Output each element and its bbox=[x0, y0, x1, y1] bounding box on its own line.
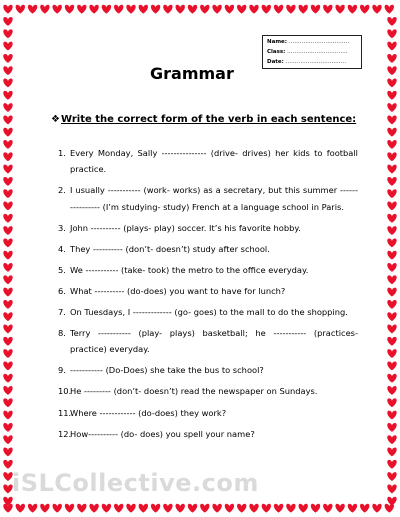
heart-icon bbox=[77, 5, 86, 14]
heart-icon bbox=[387, 251, 396, 260]
exercise-text: Where ------------ (do-does) they work? bbox=[70, 407, 227, 418]
heart-icon bbox=[16, 5, 25, 14]
heart-icon bbox=[3, 128, 12, 137]
watermark: iSLCollective.com bbox=[12, 469, 259, 497]
heart-icon bbox=[3, 251, 12, 260]
heart-icon bbox=[360, 504, 369, 513]
exercise-item bbox=[58, 283, 358, 299]
date-field[interactable]: …………………………… bbox=[285, 59, 347, 65]
heart-icon bbox=[387, 128, 396, 137]
heart-icon bbox=[387, 103, 396, 112]
heart-icon bbox=[3, 103, 12, 112]
heart-icon bbox=[3, 42, 12, 51]
heart-icon bbox=[3, 361, 12, 370]
heart-icon bbox=[335, 504, 344, 513]
heart-icon bbox=[387, 325, 396, 334]
heart-icon bbox=[114, 504, 123, 513]
heart-icon bbox=[387, 386, 396, 395]
heart-icon bbox=[387, 275, 396, 284]
heart-icon bbox=[3, 288, 12, 297]
heart-icon bbox=[139, 504, 148, 513]
heart-icon bbox=[323, 504, 332, 513]
heart-icon bbox=[53, 5, 62, 14]
exercise-text: ----------- (Do-Does) she take the bus to school? bbox=[70, 365, 264, 376]
heart-icon bbox=[3, 17, 12, 26]
bullet-icon: ❖ bbox=[51, 114, 60, 125]
exercise-item bbox=[58, 304, 358, 320]
exercise-text: We ----------- (take- took) the metro to the office everyday. bbox=[70, 264, 309, 275]
exercise-text: Terry ----------- (play- plays) basketball; he ----------- (practices- practice) everyday. bbox=[70, 328, 358, 355]
heart-icon bbox=[3, 374, 12, 383]
heart-icon bbox=[139, 5, 148, 14]
heart-icon bbox=[387, 398, 396, 407]
heart-icon bbox=[151, 5, 160, 14]
name-field[interactable]: …………………………… bbox=[288, 39, 350, 45]
heart-icon bbox=[3, 214, 12, 223]
heart-icon bbox=[372, 5, 381, 14]
heart-icon bbox=[3, 226, 12, 235]
exercise-number: 7. bbox=[58, 306, 66, 317]
heart-icon bbox=[163, 504, 172, 513]
exercise-number: 5. bbox=[58, 264, 66, 275]
heart-icon bbox=[387, 497, 396, 506]
class-row[interactable] bbox=[267, 47, 357, 57]
heart-icon bbox=[348, 5, 357, 14]
heart-icon bbox=[3, 423, 12, 432]
heart-icon bbox=[249, 5, 258, 14]
heart-icon bbox=[323, 5, 332, 14]
heart-icon bbox=[3, 275, 12, 284]
heart-icon bbox=[212, 504, 221, 513]
heart-icon bbox=[3, 140, 12, 149]
heart-icon bbox=[286, 5, 295, 14]
exercise-number: 12. bbox=[58, 428, 72, 439]
heart-icon bbox=[262, 5, 271, 14]
heart-icon bbox=[387, 349, 396, 358]
heart-icon bbox=[237, 504, 246, 513]
exercise-number: 10. bbox=[58, 386, 72, 397]
page-title: Grammar bbox=[150, 64, 234, 83]
heart-icon bbox=[385, 5, 394, 14]
heart-icon bbox=[188, 5, 197, 14]
heart-icon bbox=[3, 398, 12, 407]
class-field[interactable]: …………………………… bbox=[287, 49, 348, 55]
heart-icon bbox=[3, 165, 12, 174]
exercise-item bbox=[58, 426, 358, 442]
exercise-number: 3. bbox=[58, 222, 66, 233]
heart-icon bbox=[3, 448, 12, 457]
heart-icon bbox=[3, 189, 12, 198]
heart-icon bbox=[387, 177, 396, 186]
exercise-text: Every Monday, Sally --------------- (drive- drives) her kids to football practice. bbox=[70, 148, 358, 175]
heart-icon bbox=[274, 504, 283, 513]
heart-icon bbox=[311, 5, 320, 14]
exercise-item bbox=[58, 262, 358, 278]
heart-icon bbox=[387, 226, 396, 235]
date-label: Date: bbox=[267, 59, 284, 65]
heart-icon bbox=[28, 5, 37, 14]
exercise-item bbox=[58, 362, 358, 378]
heart-icon bbox=[77, 504, 86, 513]
heart-icon bbox=[65, 5, 74, 14]
heart-icon bbox=[387, 79, 396, 88]
heart-icon bbox=[126, 504, 135, 513]
heart-icon bbox=[387, 54, 396, 63]
heart-icon bbox=[3, 202, 12, 211]
heart-icon bbox=[3, 238, 12, 247]
heart-icon bbox=[3, 337, 12, 346]
heart-icon bbox=[151, 504, 160, 513]
heart-icon bbox=[372, 504, 381, 513]
heart-icon bbox=[387, 288, 396, 297]
exercise-text: John ---------- (plays- play) soccer. It’s his favorite hobby. bbox=[70, 222, 301, 233]
heart-icon bbox=[89, 5, 98, 14]
heart-icon bbox=[387, 165, 396, 174]
heart-icon bbox=[335, 5, 344, 14]
class-label: Class: bbox=[267, 49, 286, 55]
name-label: Name: bbox=[267, 39, 287, 45]
heart-icon bbox=[387, 374, 396, 383]
exercise-item bbox=[58, 241, 358, 257]
heart-icon bbox=[387, 435, 396, 444]
heart-icon bbox=[3, 91, 12, 100]
heart-icon bbox=[387, 484, 396, 493]
heart-icon bbox=[3, 312, 12, 321]
heart-icon bbox=[225, 504, 234, 513]
exercise-list bbox=[58, 145, 358, 447]
heart-icon bbox=[387, 423, 396, 432]
heart-icon bbox=[387, 472, 396, 481]
exercise-number: 11. bbox=[58, 407, 72, 418]
heart-icon bbox=[3, 54, 12, 63]
heart-icon bbox=[311, 504, 320, 513]
heart-icon bbox=[16, 504, 25, 513]
exercise-item bbox=[58, 145, 358, 177]
student-info-box bbox=[262, 35, 362, 69]
heart-icon bbox=[387, 214, 396, 223]
exercise-text: I usually ----------- (work- works) as a secretary, but this summer ---------------- (I’m studying- study) French at a language school in Paris. bbox=[70, 185, 358, 212]
heart-icon bbox=[387, 312, 396, 321]
exercise-number: 1. bbox=[58, 148, 66, 158]
heart-icon bbox=[348, 504, 357, 513]
heart-icon bbox=[3, 386, 12, 395]
heart-icon bbox=[262, 504, 271, 513]
heart-icon bbox=[249, 504, 258, 513]
heart-icon bbox=[3, 300, 12, 309]
heart-icon bbox=[387, 91, 396, 100]
heart-icon bbox=[114, 5, 123, 14]
heart-icon bbox=[3, 66, 12, 75]
heart-icon bbox=[3, 79, 12, 88]
exercise-number: 9. bbox=[58, 365, 66, 376]
heart-icon bbox=[299, 5, 308, 14]
heart-icon bbox=[387, 42, 396, 51]
heart-icon bbox=[237, 5, 246, 14]
exercise-item bbox=[58, 182, 358, 214]
heart-icon bbox=[3, 325, 12, 334]
heart-icon bbox=[40, 504, 49, 513]
heart-icon bbox=[387, 263, 396, 272]
heart-icon bbox=[3, 152, 12, 161]
heart-icon bbox=[65, 504, 74, 513]
heart-icon bbox=[387, 448, 396, 457]
heart-icon bbox=[3, 435, 12, 444]
heart-icon bbox=[299, 504, 308, 513]
exercise-item bbox=[58, 383, 358, 399]
heart-icon bbox=[3, 460, 12, 469]
heart-icon bbox=[126, 5, 135, 14]
exercise-text: How---------- (do- does) you spell your name? bbox=[70, 428, 255, 439]
heart-icon bbox=[3, 349, 12, 358]
heart-icon bbox=[28, 504, 37, 513]
exercise-text: On Tuesdays, I ------------- (go- goes) to the mall to do the shopping. bbox=[70, 306, 348, 317]
heart-icon bbox=[53, 504, 62, 513]
heart-icon bbox=[40, 5, 49, 14]
heart-icon bbox=[163, 5, 172, 14]
heart-icon bbox=[387, 460, 396, 469]
heart-icon bbox=[3, 263, 12, 272]
heart-icon bbox=[387, 152, 396, 161]
exercise-number: 8. bbox=[58, 328, 66, 339]
exercise-item bbox=[58, 325, 358, 357]
heart-icon bbox=[3, 177, 12, 186]
heart-icon bbox=[3, 115, 12, 124]
heart-icon bbox=[3, 5, 12, 14]
date-row[interactable] bbox=[267, 57, 357, 67]
heart-icon bbox=[3, 411, 12, 420]
heart-icon bbox=[286, 504, 295, 513]
heart-icon bbox=[387, 66, 396, 75]
heart-icon bbox=[387, 115, 396, 124]
heart-icon bbox=[212, 5, 221, 14]
heart-icon bbox=[387, 238, 396, 247]
heart-icon bbox=[176, 5, 185, 14]
heart-icon bbox=[387, 300, 396, 309]
name-row[interactable] bbox=[267, 37, 357, 47]
heart-icon bbox=[176, 504, 185, 513]
heart-icon bbox=[387, 29, 396, 38]
heart-icon bbox=[387, 189, 396, 198]
heart-icon bbox=[89, 504, 98, 513]
heart-icon bbox=[387, 411, 396, 420]
heart-icon bbox=[200, 504, 209, 513]
instruction-heading: Write the correct form of the verb in each sentence: bbox=[61, 114, 357, 125]
exercise-text: They ---------- (don’t- doesn’t) study after school. bbox=[70, 243, 270, 254]
heart-icon bbox=[188, 504, 197, 513]
heart-icon bbox=[200, 5, 209, 14]
heart-icon bbox=[274, 5, 283, 14]
heart-icon bbox=[225, 5, 234, 14]
exercise-item bbox=[58, 405, 358, 421]
exercise-item bbox=[58, 220, 358, 236]
exercise-text: He --------- (don’t- doesn’t) read the newspaper on Sundays. bbox=[70, 386, 318, 397]
heart-icon bbox=[102, 504, 111, 513]
heart-icon bbox=[360, 5, 369, 14]
heart-icon bbox=[387, 337, 396, 346]
exercise-number: 4. bbox=[58, 243, 66, 254]
exercise-number: 2. bbox=[58, 185, 66, 196]
exercise-number: 6. bbox=[58, 285, 66, 296]
heart-icon bbox=[387, 202, 396, 211]
heart-icon bbox=[3, 29, 12, 38]
heart-icon bbox=[387, 140, 396, 149]
heart-icon bbox=[102, 5, 111, 14]
heart-icon bbox=[387, 361, 396, 370]
heart-icon bbox=[387, 17, 396, 26]
exercise-text: What ---------- (do-does) you want to have for lunch? bbox=[70, 285, 286, 296]
